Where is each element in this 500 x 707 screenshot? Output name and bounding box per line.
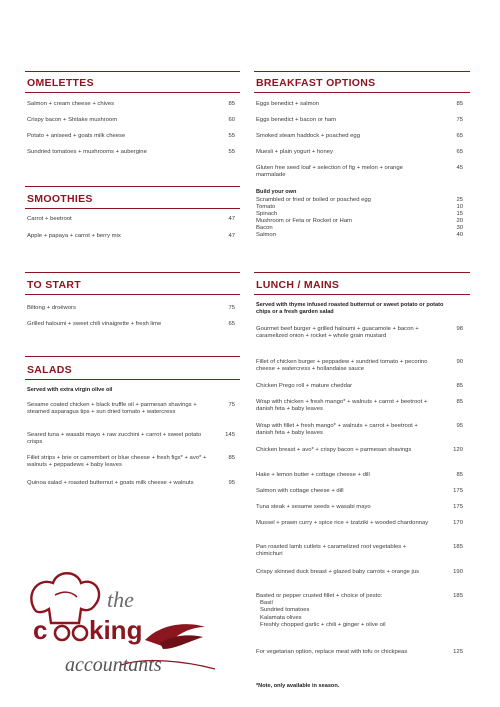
menu-item: Bacon 30: [256, 225, 463, 231]
lunch-rule-top: [254, 272, 470, 273]
menu-item: Biltong + droëwors 75: [27, 305, 235, 311]
omelettes-rule-bottom: [25, 92, 240, 93]
logo-word-king: king: [89, 615, 143, 645]
logo: [25, 565, 225, 685]
lunch-intro: Served with thyme infused roasted butternut or sweet potato or potato chips or a fresh garden salad: [256, 302, 444, 315]
menu-item: Crispy bacon + Shitake mushroom 60: [27, 117, 235, 123]
menu-item: Pan roasted lamb cutlets + caramelized root vegetables + chimichuri 185: [256, 544, 463, 558]
menu-item: Spinach 15: [256, 211, 463, 217]
menu-item: Scrambled or fried or boiled or poached egg 25: [256, 197, 463, 203]
breakfast-rule-top: [254, 71, 470, 72]
menu-item: Crispy skinned duck breast + glazed baby carrots + orange jus 190: [256, 569, 463, 575]
omelettes-rule-top: [25, 71, 240, 72]
menu-item: Chicken Prego roll + mature cheddar 85: [256, 383, 463, 389]
menu-item: Carrot + beetroot 47: [27, 216, 235, 222]
pesto-option: Basil: [260, 600, 273, 607]
menu-item: Seared tuna + wasabi mayo + raw zucchini + carrot + sweet potato crisps 145: [27, 432, 235, 446]
menu-item: Fillet strips + brie or camembert or blue cheese + fresh figs* + avo* + walnuts + peppadews + baby leaves 85: [27, 455, 235, 469]
menu-item: Apple + papaya + carrot + berry mix 47: [27, 233, 235, 239]
menu-item: Wrap with chicken + fresh mango* + walnuts + carrot + beetroot + danish feta + baby leaves 85: [256, 399, 463, 413]
menu-item: Potato + aniseed + goats milk cheese 55: [27, 133, 235, 139]
menu-item: Salmon with cottage cheese + dill 175: [256, 488, 463, 494]
menu-item: Basted or pepper crusted fillet + choice of pesto: 185 Basil Sundried tomatoes Kalamata olives Freshly chopped garlic + chili + ginger + olive oil: [256, 593, 466, 629]
smoothies-heading: SMOOTHIES: [27, 193, 93, 205]
pesto-option: Sundried tomatoes: [260, 607, 310, 614]
menu-item: Sundried tomatoes + mushrooms + aubergine 55: [27, 149, 235, 155]
logo-letter-c: c: [33, 615, 48, 645]
menu-item: Mushroom or Feta or Rocket or Ham 20: [256, 218, 463, 224]
menu-item: Fillet of chicken burger + peppadew + sundried tomato + pecorino cheese + watercress + hollandaise sauce 90: [256, 359, 463, 373]
breakfast-heading: BREAKFAST OPTIONS: [256, 77, 376, 89]
smoothies-rule-top: [25, 186, 240, 187]
menu-item: Smoked steam haddock + poached egg 65: [256, 133, 463, 139]
menu-item: Tuna steak + sesame seeds + wasabi mayo 175: [256, 504, 463, 510]
menu-item: Wrap with fillet + fresh mango* + walnuts + carrot + beetroot + danish feta + baby leaves 95: [256, 423, 463, 437]
menu-item: Grilled haloumi + sweet chili vinaigrette + fresh lime 65: [27, 321, 235, 327]
salads-rule-bottom: [25, 379, 240, 380]
menu-item: Gluten free seed loaf + selection of fig + melon + orange marmalade 45: [256, 165, 463, 179]
to-start-heading: TO START: [27, 279, 81, 291]
menu-item: Mussel + prawn curry + spice rice + tzatziki + wooded chardonnay 170: [256, 520, 463, 526]
menu-item: Eggs benedict + bacon or ham 75: [256, 117, 463, 123]
menu-item: For vegetarian option, replace meat with tofu or chickpeas 125: [256, 649, 463, 655]
menu-item: Salmon 40: [256, 232, 463, 238]
logo-word-the: the: [107, 587, 134, 612]
logo-word-accountants: accountants: [65, 654, 162, 676]
build-your-own-heading: Build your own: [256, 189, 297, 195]
menu-item: Sesame coated chicken + black truffle oil + parmesan shavings + steamed asparagus tips + sun dried tomato + watercress 75: [27, 402, 235, 416]
salads-rule-top: [25, 356, 240, 357]
spoon-icon: [52, 622, 92, 644]
menu-item: Quinoa salad + roasted butternut + goats milk cheese + walnuts 95: [27, 480, 235, 486]
menu-item: Muesli + plain yogurt + honey 65: [256, 149, 463, 155]
menu-item: Hake + lemon butter + cottage cheese + dill 85: [256, 472, 463, 478]
pesto-option: Kalamata olives: [260, 614, 302, 621]
salads-heading: SALADS: [27, 364, 72, 376]
menu-item: Tomato 10: [256, 204, 463, 210]
season-note: *Note, only available in season.: [256, 683, 340, 689]
menu-item: Eggs benedict + salmon 85: [256, 101, 463, 107]
salads-intro: Served with extra virgin olive oil: [27, 387, 113, 393]
to-start-rule-top: [25, 272, 240, 273]
menu-item: Gourmet beef burger + grilled haloumi + guacamole + bacon + caramelized onion + rocket + whole grain mustard 98: [256, 326, 463, 340]
to-start-rule-bottom: [25, 294, 240, 295]
lunch-rule-bottom: [254, 294, 470, 295]
menu-item: Chicken breast + avo* + crispy bacon + parmesan shavings 120: [256, 447, 463, 453]
smoothies-rule-bottom: [25, 208, 240, 209]
breakfast-rule-bottom: [254, 92, 470, 93]
pesto-option: Freshly chopped garlic + chili + ginger + olive oil: [260, 621, 386, 628]
menu-item: Salmon + cream cheese + chives 85: [27, 101, 235, 107]
omelettes-heading: OMELETTES: [27, 77, 94, 89]
lunch-heading: LUNCH / MAINS: [256, 279, 340, 291]
